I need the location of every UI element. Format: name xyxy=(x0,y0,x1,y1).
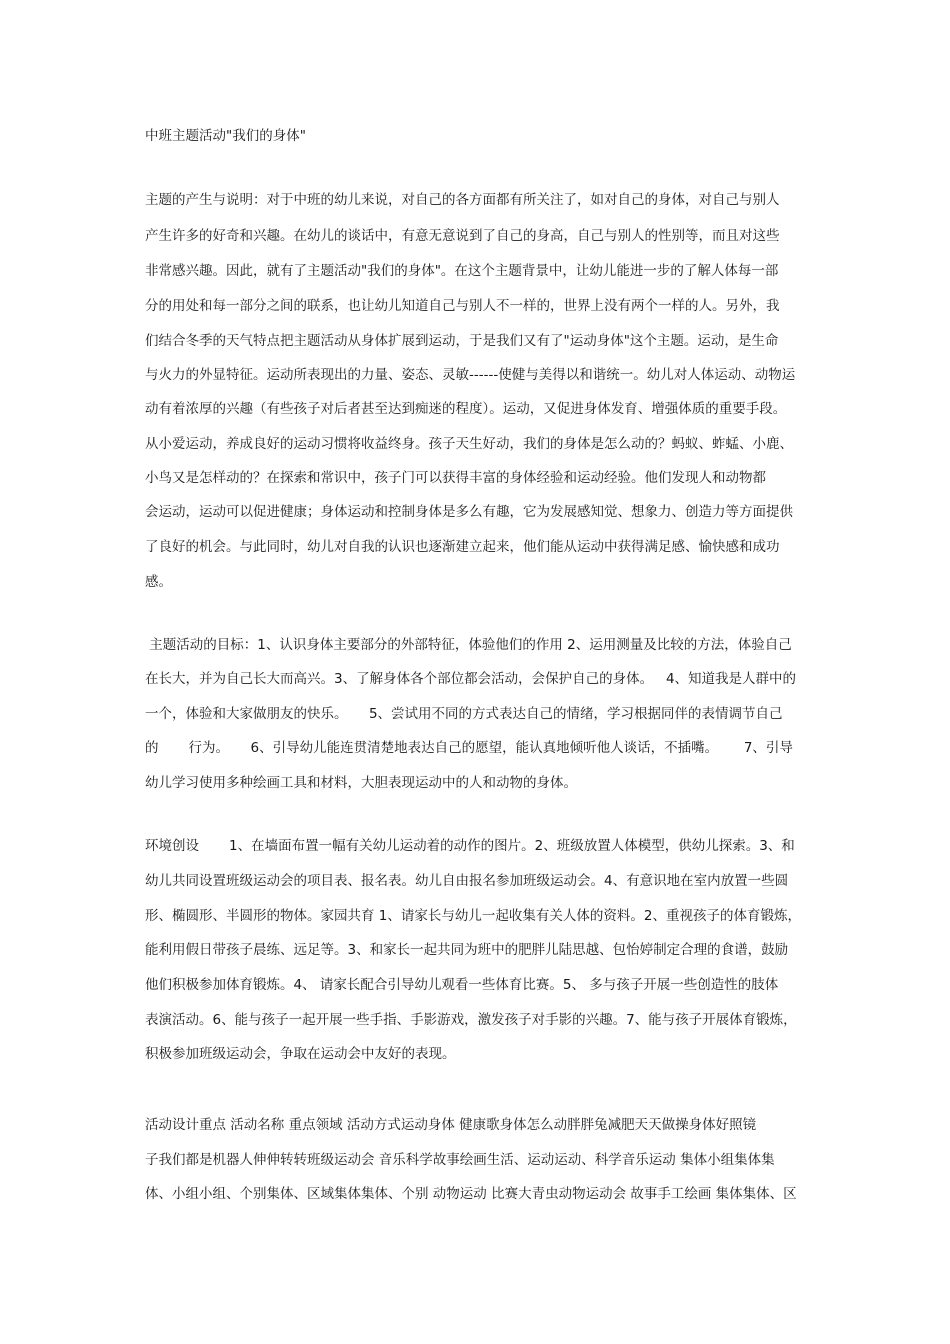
paragraph-line: 形、椭圆形、半圆形的物体。家园共育 1、请家长与幼儿一起收集有关人体的资料。2、重视孩子的体育锻炼， xyxy=(145,908,801,924)
paragraph-line: 会运动，运动可以促进健康；身体运动和控制身体是多么有趣，它为发展感知觉、想象力、创造力等方面提供 xyxy=(145,504,793,520)
paragraph-line: 在长大，并为自己长大而高兴。3、了解身体各个部位都会活动，会保护自己的身体。 4、知道我是人群中的 xyxy=(145,671,797,687)
paragraph-line: 产生许多的好奇和兴趣。在幼儿的谈话中，有意无意说到了自己的身高，自己与别人的性别等，而且对这些 xyxy=(145,228,780,244)
paragraph-line: 幼儿学习使用多种绘画工具和材料，大胆表现运动中的人和动物的身体。 xyxy=(145,775,577,791)
paragraph-line: 主题活动的目标：1、认识身体主要部分的外部特征，体验他们的作用 2、运用测量及比较的方法，体验自己 xyxy=(145,637,792,653)
paragraph-line: 他们积极参加体育锻炼。4、 请家长配合引导幼儿观看一些体育比赛。5、 多与孩子开展一些创造性的肢体 xyxy=(145,977,779,993)
paragraph-line: 体、小组小组、个别集体、区域集体集体、个别 动物运动 比赛大青虫动物运动会 故事手工绘画 集体集体、区 xyxy=(145,1186,797,1202)
paragraph-line: 感。 xyxy=(145,574,172,590)
paragraph-line: 一个，体验和大家做朋友的快乐。 5、尝试用不同的方式表达自己的情绪，学习根据同伴的表情调节自己 xyxy=(145,706,783,722)
paragraph-line: 幼儿共同设置班级运动会的项目表、报名表。幼儿自由报名参加班级运动会。4、有意识地在室内放置一些圆 xyxy=(145,873,789,889)
paragraph-line: 非常感兴趣。因此，就有了主题活动"我们的身体"。在这个主题背景中，让幼儿能进一步的了解人体每一部 xyxy=(145,263,779,279)
paragraph-line: 从小爱运动，养成良好的运动习惯将收益终身。孩子天生好动，我们的身体是怎么动的？蚂蚁、蚱蜢、小鹿、 xyxy=(145,436,793,452)
paragraph-line: 环境创设 1、在墙面布置一幅有关幼儿运动着的动作的图片。2、班级放置人体模型，供幼儿探索。3、和 xyxy=(145,838,795,854)
document-title: 中班主题活动"我们的身体" xyxy=(145,128,306,144)
paragraph-line: 动有着浓厚的兴趣（有些孩子对后者甚至达到痴迷的程度）。运动，又促进身体发育、增强体质的重要手段。 xyxy=(145,401,787,417)
paragraph-line: 们结合冬季的天气特点把主题活动从身体扩展到运动，于是我们又有了"运动身体"这个主题。运动，是生命 xyxy=(145,333,779,349)
paragraph-line: 的 行为。 6、引导幼儿能连贯清楚地表达自己的愿望，能认真地倾听他人谈话，不插嘴。 7、引导 xyxy=(145,740,793,756)
paragraph-line: 积极参加班级运动会，争取在运动会中友好的表现。 xyxy=(145,1046,456,1062)
paragraph-line: 与火力的外显特征。运动所表现出的力量、姿态、灵敏------使健与美得以和谐统一。幼儿对人体运动、动物运 xyxy=(145,367,796,383)
paragraph-line: 小鸟又是怎样动的？在探索和常识中，孩子门可以获得丰富的身体经验和运动经验。他们发现人和动物都 xyxy=(145,470,766,486)
paragraph-line: 活动设计重点 活动名称 重点领域 活动方式运动身体 健康歌身体怎么动胖胖兔减肥天天做操身体好照镜 xyxy=(145,1117,757,1133)
paragraph-line: 表演活动。6、能与孩子一起开展一些手指、手影游戏，激发孩子对手影的兴趣。7、能与孩子开展体育锻炼， xyxy=(145,1012,797,1028)
paragraph-line: 主题的产生与说明：对于中班的幼儿来说，对自己的各方面都有所关注了，如对自己的身体，对自己与别人 xyxy=(145,192,780,208)
paragraph-line: 子我们都是机器人伸伸转转班级运动会 音乐科学故事绘画生活、运动运动、科学音乐运动 集体小组集体集 xyxy=(145,1152,775,1168)
paragraph-line: 了良好的机会。与此同时，幼儿对自我的认识也逐渐建立起来，他们能从运动中获得满足感、愉快感和成功 xyxy=(145,539,780,555)
paragraph-line: 分的用处和每一部分之间的联系，也让幼儿知道自己与别人不一样的，世界上没有两个一样的人。另外，我 xyxy=(145,298,780,314)
paragraph-line: 能利用假日带孩子晨练、远足等。3、和家长一起共同为班中的肥胖儿陆思越、包怡婷制定合理的食谱，鼓励 xyxy=(145,942,789,958)
